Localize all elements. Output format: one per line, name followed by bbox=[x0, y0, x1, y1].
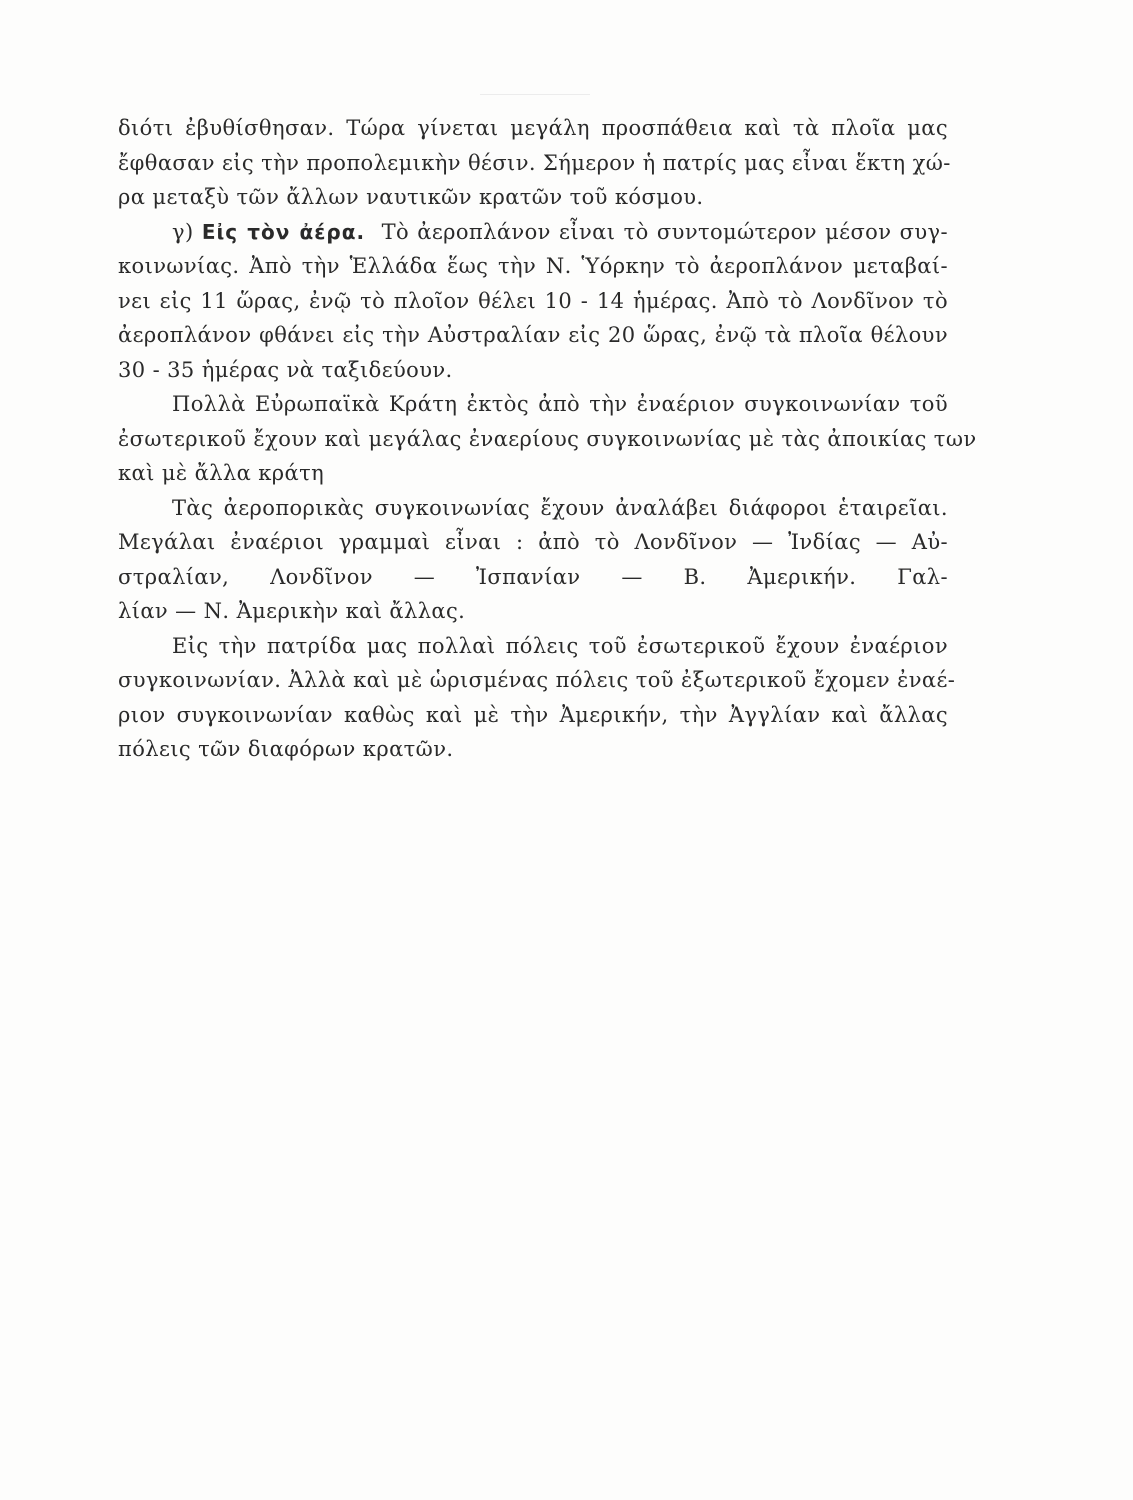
scan-smudge bbox=[480, 94, 590, 95]
text-line: νει εἰς 11 ὥρας, ἐνῷ τὸ πλοῖον θέλει 10 - 14 ἡμέρας. Ἀπὸ τὸ Λονδῖνον τὸ bbox=[118, 288, 948, 313]
section-first-line-text: Τὸ ἀεροπλάνον εἶναι τὸ συντομώτερον μέσον συγ- bbox=[381, 219, 948, 244]
text-line: Τὰς ἀεροπορικὰς συγκοινωνίας ἔχουν ἀναλάβει διάφοροι ἑταιρεῖαι. bbox=[172, 495, 948, 520]
section-label: γ) bbox=[172, 219, 194, 244]
body-text bbox=[118, 111, 977, 767]
text-line: Πολλὰ Εὐρωπαϊκὰ Κράτη ἐκτὸς ἀπὸ τὴν ἐναέριον συγκοινωνίαν τοῦ bbox=[172, 392, 948, 416]
text-line: λίαν — Ν. Ἀμερικὴν καὶ ἄλλας. bbox=[118, 599, 466, 623]
text-line: στραλίαν, Λονδῖνον — Ἰσπανίαν — Β. Ἀμερικήν. Γαλ- bbox=[118, 564, 948, 589]
text-line: Εἰς τὴν πατρίδα μας πολλαὶ πόλεις τοῦ ἐσωτερικοῦ ἔχουν ἐναέριον bbox=[172, 633, 948, 658]
text-line: συγκοινωνίαν. Ἀλλὰ καὶ μὲ ὡρισμένας πόλεις τοῦ ἐξωτερικοῦ ἔχομεν ἐναέ- bbox=[118, 668, 956, 692]
paragraph-european-states bbox=[118, 387, 977, 491]
text-line: ριον συγκοινωνίαν καθὼς καὶ μὲ τὴν Ἀμερικήν, τὴν Ἀγγλίαν καὶ ἄλλας bbox=[118, 702, 948, 727]
text-line: πόλεις τῶν διαφόρων κρατῶν. bbox=[118, 737, 454, 761]
text-line: ἔφθασαν εἰς τὴν προπολεμικὴν θέσιν. Σήμερον ἡ πατρίς μας εἶναι ἕκτη χώ- bbox=[118, 150, 951, 175]
text-line: Μεγάλαι ἐναέριοι γραμμαὶ εἶναι : ἀπὸ τὸ Λονδῖνον — Ἰνδίας — Αὐ- bbox=[118, 530, 948, 554]
text-line: διότι ἐβυθίσθησαν. Τώρα γίνεται μεγάλη προσπάθεια καὶ τὰ πλοῖα μας bbox=[118, 116, 948, 140]
section-heading-line bbox=[118, 215, 948, 250]
section-heading: Εἰς τὸν ἀέρα. bbox=[201, 219, 366, 244]
text-line: ἐσωτερικοῦ ἔχουν καὶ μεγάλας ἐναερίους συγκοινωνίας μὲ τὰς ἀποικίας των bbox=[118, 426, 977, 451]
paragraph-shipping-continued bbox=[118, 111, 951, 215]
text-line: ἀεροπλάνον φθάνει εἰς τὴν Αὐστραλίαν εἰς 20 ὥρας, ἐνῷ τὰ πλοῖα θέλουν bbox=[118, 323, 948, 347]
paragraph-greece-air bbox=[118, 629, 956, 767]
text-line: 30 - 35 ἡμέρας νὰ ταξιδεύουν. bbox=[118, 357, 453, 382]
text-line: καὶ μὲ ἄλλα κράτη bbox=[118, 461, 325, 485]
text-line: ρα μεταξὺ τῶν ἄλλων ναυτικῶν κρατῶν τοῦ κόσμου. bbox=[118, 185, 704, 209]
text-line: κοινωνίας. Ἀπὸ τὴν Ἑλλάδα ἕως τὴν Ν. Ὑόρκην τὸ ἀεροπλάνον μεταβαί- bbox=[118, 254, 948, 278]
paragraph-air-companies bbox=[118, 491, 948, 629]
paragraph-air-section bbox=[118, 215, 948, 388]
